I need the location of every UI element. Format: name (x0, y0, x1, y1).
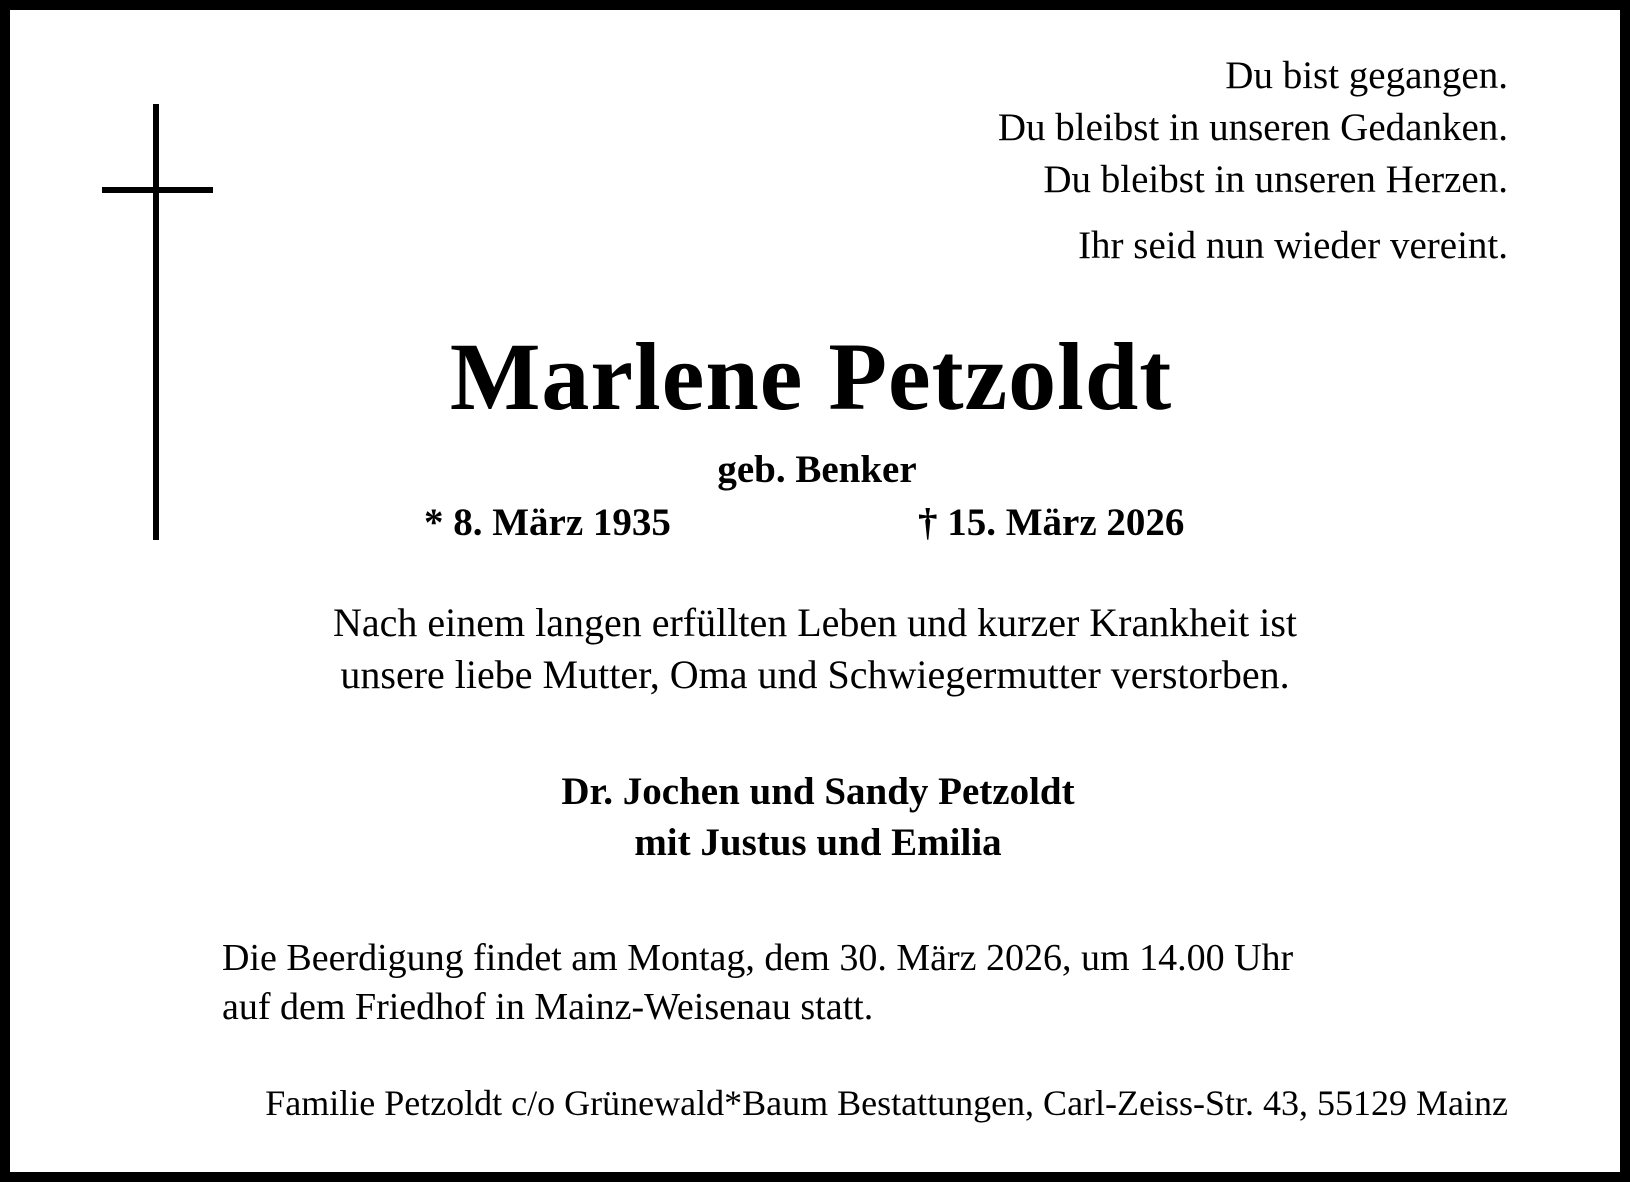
contact-address: Familie Petzoldt c/o Grünewald*Baum Bestattungen, Carl-Zeiss-Str. 43, 55129 Mainz (265, 1083, 1508, 1123)
funeral-line-2: auf dem Friedhof in Mainz-Weisenau statt. (222, 986, 874, 1028)
mourners-line-1: Dr. Jochen und Sandy Petzoldt (561, 770, 1075, 813)
funeral-line-1: Die Beerdigung findet am Montag, dem 30. März 2026, um 14.00 Uhr (222, 937, 1294, 979)
poem (808, 50, 1508, 272)
maiden-name: geb. Benker (717, 448, 917, 491)
poem-line-1: Du bist gegangen. (1225, 54, 1508, 97)
poem-line-2: Du bleibst in unseren Gedanken. (997, 106, 1508, 149)
mourners (0, 766, 1630, 868)
poem-line-3: Du bleibst in unseren Herzen. (1043, 158, 1508, 201)
deceased-name: Marlene Petzoldt (449, 323, 1173, 430)
message-line-2: unsere liebe Mutter, Oma und Schwiegermutter verstorben. (340, 652, 1290, 697)
message-line-1: Nach einem langen erfüllten Leben und kurzer Krankheit ist (332, 600, 1298, 645)
death-date: † 15. März 2026 (918, 501, 1185, 544)
funeral-info (222, 934, 1293, 1032)
birth-date: * 8. März 1935 (424, 501, 671, 544)
cross-horizontal-bar (102, 187, 213, 193)
obituary-message (0, 597, 1630, 701)
poem-line-4: Ihr seid nun wieder vereint. (1078, 224, 1508, 267)
mourners-line-2: mit Justus und Emilia (634, 821, 1002, 864)
